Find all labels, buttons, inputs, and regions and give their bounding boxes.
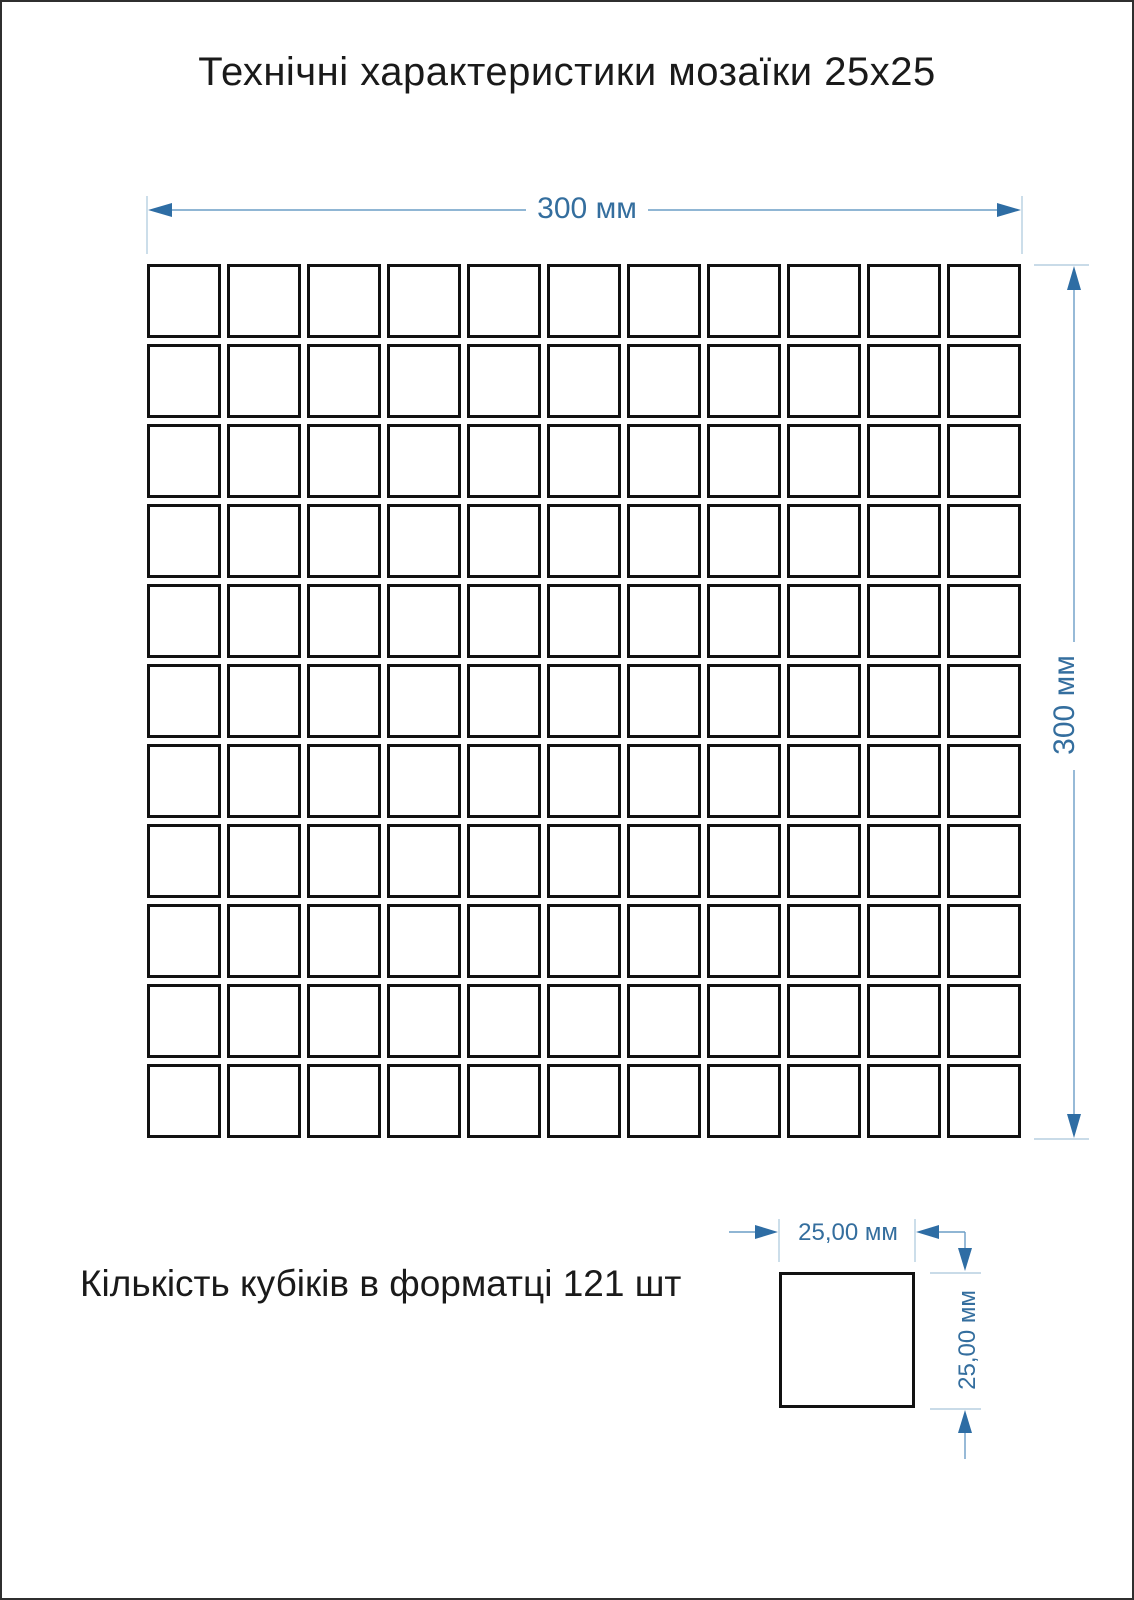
mosaic-tile: [547, 664, 621, 738]
mosaic-tile: [227, 344, 301, 418]
mosaic-tile: [467, 984, 541, 1058]
mosaic-tile: [707, 1064, 781, 1138]
tile-count-note: Кількість кубіків в форматці 121 шт: [80, 1263, 682, 1304]
mosaic-tile: [947, 984, 1021, 1058]
arrowhead-down-icon: [958, 1248, 972, 1271]
mosaic-tile: [227, 424, 301, 498]
mosaic-tile: [387, 824, 461, 898]
mosaic-tile: [707, 744, 781, 818]
mosaic-tile: [307, 504, 381, 578]
sheet-height-label: 300 мм: [1048, 655, 1081, 755]
mosaic-tile: [387, 344, 461, 418]
mosaic-tile: [867, 504, 941, 578]
mosaic-tile: [627, 584, 701, 658]
mosaic-tile: [627, 344, 701, 418]
mosaic-tile: [467, 744, 541, 818]
mosaic-tile: [947, 424, 1021, 498]
mosaic-tile: [467, 584, 541, 658]
mosaic-tile: [387, 984, 461, 1058]
arrowhead-down-icon: [1067, 1114, 1081, 1138]
mosaic-tile: [787, 504, 861, 578]
mosaic-tile: [307, 664, 381, 738]
arrowhead-right-icon: [755, 1225, 778, 1239]
mosaic-tile: [227, 504, 301, 578]
mosaic-tile: [787, 664, 861, 738]
mosaic-tile: [707, 904, 781, 978]
mosaic-tile: [307, 264, 381, 338]
mosaic-tile: [147, 584, 221, 658]
mosaic-tile: [867, 424, 941, 498]
mosaic-tile: [707, 264, 781, 338]
mosaic-tile: [387, 1064, 461, 1138]
mosaic-tile: [467, 824, 541, 898]
mosaic-tile: [387, 424, 461, 498]
mosaic-tile: [467, 664, 541, 738]
mosaic-tile: [307, 584, 381, 658]
tile-width-label: 25,00 мм: [798, 1219, 898, 1246]
mosaic-tile: [387, 584, 461, 658]
mosaic-tile: [627, 1064, 701, 1138]
mosaic-tile: [867, 264, 941, 338]
mosaic-tile: [547, 824, 621, 898]
mosaic-tile: [787, 344, 861, 418]
mosaic-tile: [147, 904, 221, 978]
mosaic-tile: [227, 744, 301, 818]
mosaic-tile: [547, 344, 621, 418]
mosaic-tile: [147, 984, 221, 1058]
mosaic-tile: [947, 344, 1021, 418]
mosaic-tile: [867, 904, 941, 978]
mosaic-tile: [707, 984, 781, 1058]
mosaic-tile: [947, 824, 1021, 898]
mosaic-tile: [147, 264, 221, 338]
mosaic-tile: [147, 824, 221, 898]
mosaic-tile: [307, 424, 381, 498]
mosaic-tile: [547, 424, 621, 498]
mosaic-tile: [387, 264, 461, 338]
mosaic-tile: [467, 504, 541, 578]
mosaic-tile: [947, 1064, 1021, 1138]
mosaic-tile: [867, 344, 941, 418]
arrowhead-right-icon: [997, 203, 1021, 217]
mosaic-tile: [547, 904, 621, 978]
mosaic-tile: [627, 504, 701, 578]
mosaic-tile: [787, 984, 861, 1058]
mosaic-tile: [627, 744, 701, 818]
arrowhead-up-icon: [958, 1410, 972, 1433]
mosaic-tile: [227, 824, 301, 898]
mosaic-tile: [787, 584, 861, 658]
mosaic-tile: [627, 904, 701, 978]
mosaic-tile: [627, 664, 701, 738]
mosaic-tile: [467, 344, 541, 418]
mosaic-tile: [627, 824, 701, 898]
mosaic-tile: [707, 424, 781, 498]
mosaic-tile: [627, 264, 701, 338]
mosaic-tile: [227, 264, 301, 338]
mosaic-grid: [147, 264, 1021, 1138]
mosaic-tile: [147, 1064, 221, 1138]
mosaic-tile: [947, 904, 1021, 978]
mosaic-tile: [867, 664, 941, 738]
mosaic-tile: [787, 1064, 861, 1138]
mosaic-tile: [467, 904, 541, 978]
mosaic-tile: [227, 664, 301, 738]
mosaic-tile: [627, 984, 701, 1058]
mosaic-tile: [547, 584, 621, 658]
mosaic-tile: [947, 584, 1021, 658]
mosaic-tile: [707, 584, 781, 658]
mosaic-tile: [867, 824, 941, 898]
mosaic-tile: [387, 504, 461, 578]
mosaic-tile: [147, 344, 221, 418]
mosaic-tile: [147, 504, 221, 578]
mosaic-tile: [947, 664, 1021, 738]
arrowhead-left-icon: [916, 1225, 939, 1239]
mosaic-tile: [547, 744, 621, 818]
mosaic-tile: [227, 1064, 301, 1138]
mosaic-tile: [787, 904, 861, 978]
mosaic-tile: [227, 904, 301, 978]
arrowhead-up-icon: [1067, 266, 1081, 290]
mosaic-tile: [867, 984, 941, 1058]
tile-height-label: 25,00 мм: [954, 1290, 981, 1390]
mosaic-tile: [227, 584, 301, 658]
mosaic-tile: [947, 744, 1021, 818]
mosaic-tile: [547, 1064, 621, 1138]
page-title: Технічні характеристики мозаїки 25х25: [198, 50, 936, 94]
mosaic-tile: [467, 264, 541, 338]
mosaic-tile: [867, 744, 941, 818]
mosaic-tile: [147, 424, 221, 498]
mosaic-tile: [467, 424, 541, 498]
mosaic-tile: [307, 824, 381, 898]
tile-sample-square: [779, 1272, 915, 1408]
mosaic-tile: [387, 744, 461, 818]
mosaic-tile: [227, 984, 301, 1058]
mosaic-tile: [547, 504, 621, 578]
mosaic-tile: [387, 904, 461, 978]
mosaic-tile: [787, 264, 861, 338]
mosaic-tile: [547, 264, 621, 338]
mosaic-tile: [867, 1064, 941, 1138]
mosaic-tile: [147, 744, 221, 818]
mosaic-tile: [307, 1064, 381, 1138]
arrowhead-left-icon: [148, 203, 172, 217]
mosaic-tile: [307, 744, 381, 818]
mosaic-tile: [707, 344, 781, 418]
mosaic-tile: [787, 824, 861, 898]
mosaic-tile: [707, 504, 781, 578]
mosaic-tile: [307, 984, 381, 1058]
mosaic-tile: [787, 744, 861, 818]
mosaic-tile: [387, 664, 461, 738]
mosaic-tile: [467, 1064, 541, 1138]
mosaic-tile: [947, 264, 1021, 338]
mosaic-tile: [707, 664, 781, 738]
mosaic-tile: [547, 984, 621, 1058]
sheet-width-label: 300 мм: [537, 192, 637, 225]
mosaic-tile: [867, 584, 941, 658]
mosaic-tile: [787, 424, 861, 498]
mosaic-tile: [307, 344, 381, 418]
mosaic-tile: [627, 424, 701, 498]
mosaic-tile: [307, 904, 381, 978]
mosaic-tile: [147, 664, 221, 738]
mosaic-tile: [707, 824, 781, 898]
mosaic-tile: [947, 504, 1021, 578]
